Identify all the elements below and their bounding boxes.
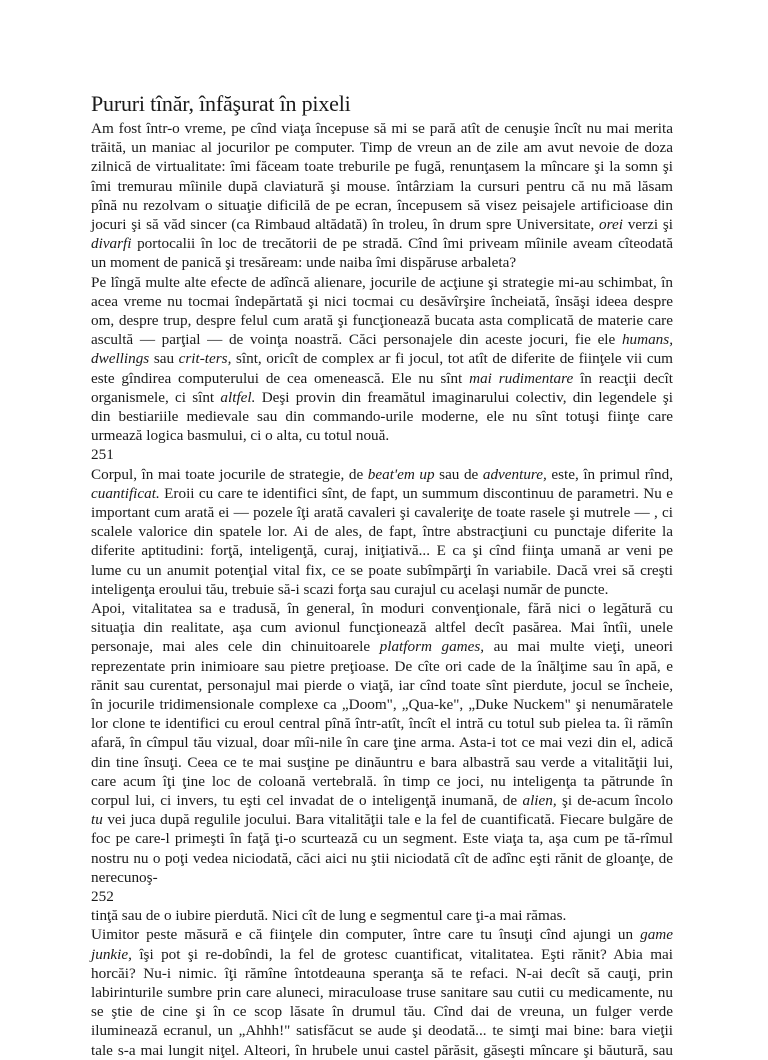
text-line: [91, 484, 673, 503]
text-line: [91, 177, 673, 196]
italic-term: junkie,: [91, 945, 132, 963]
text-run: iluminează ecranul, un „Ahhh!" satisfăcut se aude şi deodată... te simţi mai bine: bara vieţii: [91, 1022, 673, 1040]
text-run: este gîndirea computerului de cea omenească. Ele nu sînt: [91, 369, 470, 387]
text-run: diferite aptitudini: forţă, inteligenţă, curaj, iniţiativă... E ca şi cînd fiinţa umană ar veni pe: [91, 542, 673, 560]
text-line: [91, 657, 673, 676]
text-run: care acum îţi ţine loc de coloană vertebrală. în timp ce joci, nu inteligenţa ta pătrunde în: [91, 772, 673, 790]
text-line: [91, 234, 673, 253]
text-run: nerecunoş-: [91, 868, 158, 886]
text-line: [91, 906, 566, 925]
text-line: [91, 964, 673, 983]
italic-term: cuantificat.: [91, 484, 160, 502]
text-line: [91, 868, 158, 887]
italic-term: dwellings: [91, 350, 150, 368]
text-run: din bestiariile medievale sau din commando-urile moderne, ele nu sînt totuşi fiinţe care: [91, 408, 673, 425]
text-line: [91, 253, 516, 272]
text-run: afară, în cîmpul tău vizual, doar mîi-nile în care ţine arma. Asta-i tot ce mai vezi din el, adică: [91, 734, 673, 752]
text-line: [91, 119, 673, 138]
text-run: lor clone te identifici cu eroul central pînă într-atît, încît el intră cu totul sub pielea ta. îi rămîn: [91, 715, 673, 733]
text-run: portocalii în loc de trecătorii de pe stradă. Cînd îmi priveam mîinile aveam cîteodată: [131, 235, 673, 253]
text-run: nostru nu o poţi vedea niciodată, căci aici nu ştii niciodată cît de adînc eşti rănit de gloanţe, de: [91, 849, 673, 867]
text-line: [91, 1002, 673, 1021]
text-run: tale s-a mai lungit niţel. Alteori, în hrubele unui castel părăsit, găseşti mîncare şi băutură, sau: [91, 1041, 673, 1059]
text-line: [91, 983, 673, 1002]
text-run: acea vreme nu tocmai îndepărtată şi nici tocmai cu desăvîrşire încheiată, însăşi ideea despre: [91, 292, 673, 310]
text-run: 252: [91, 888, 114, 905]
text-line: [91, 426, 389, 445]
italic-term: game: [640, 926, 673, 944]
text-line: [91, 196, 673, 215]
text-run: rănit sau curentat, personajul mai pierde o viaţă, iar cînd toate sînt pierdute, jocul se încheie,: [91, 676, 673, 694]
text-run: reprezentate prin inimioare sau pietre preţioase. De cîte ori cade de la înălţime sau în apă, e: [91, 657, 673, 675]
text-line: [91, 522, 673, 541]
text-run: personaje, mai ales cele din chinuitoarele: [91, 638, 380, 656]
text-line: [91, 676, 673, 695]
italic-term: divarfi: [91, 235, 132, 253]
text-line: [91, 138, 673, 157]
text-run: om, despre trup, despre felul cum arată şi funcţionează bucata asta complicată de materie care: [91, 312, 673, 329]
page-number: [91, 887, 114, 906]
text-run: organismele, ci sînt: [91, 388, 221, 406]
text-run: din tine însuţi. Ceea ce te mai susţine pe dinăuntru e bara albastră sau verde a vitalităţii lui,: [91, 753, 673, 771]
italic-term: beat'em up: [367, 465, 435, 483]
text-run: Uimitor peste măsură e că fiinţele din computer, între care tu însuţi cînd ajungi un: [91, 926, 641, 944]
text-run: au mai multe vieţi, uneori: [484, 638, 673, 656]
text-run: vei juca după regulile jocului. Bara vitalităţii tale e la fel de cuantificată. Fiecare bulgăre de: [102, 811, 673, 829]
text-run: sînt, oricît de complex ar fi jocul, tot atît de diferite de fiinţele vii cum: [231, 350, 673, 368]
text-line: [91, 330, 673, 349]
text-line: [91, 829, 673, 848]
italic-term: humans,: [621, 331, 673, 349]
text-run: Apoi, vitalitatea sa e tradusă, în general, în moduri convenţionale, fără nici o legătură cu: [91, 600, 673, 617]
italic-term: orei: [599, 216, 623, 233]
text-run: Deşi provin din freamătul imaginarului colectiv, din legendele şi: [255, 388, 673, 406]
text-run: un moment de panică şi tresăream: unde naiba îmi dispăruse arbaleta?: [91, 254, 517, 272]
text-run: lume cu un anumit potenţial vital fix, ce se poate subîmpărţi în variabile. Dacă vrei să creşti: [91, 561, 673, 579]
text-line: [91, 503, 673, 522]
text-line: [91, 637, 673, 656]
text-run: verzi şi: [622, 216, 673, 233]
text-line: [91, 349, 673, 368]
text-run: zilnică de virtualitate: îmi făceam toate treburile pe fugă, renunţasem la mîncare şi la somn şi: [91, 158, 673, 176]
text-line: [91, 945, 673, 964]
text-line: [91, 733, 673, 752]
text-line: [91, 925, 673, 944]
italic-term: adventure,: [482, 465, 547, 483]
text-line: [91, 695, 673, 714]
italic-term: crit-ters,: [178, 350, 232, 368]
text-run: 251: [91, 446, 114, 464]
text-line: [91, 714, 673, 733]
italic-term: tu: [91, 811, 103, 829]
text-line: [91, 580, 608, 599]
chapter-title: Pururi tînăr, înfăşurat în pixeli: [91, 91, 351, 116]
text-run: pînă nu rezolvam o situaţie dificilă de pe ecran, începusem să visez peisajele artificioase din: [91, 196, 673, 214]
text-line: [91, 292, 673, 311]
italic-term: altfel.: [220, 388, 256, 406]
text-line: [91, 772, 673, 791]
text-run: Pe lîngă multe alte efecte de adîncă alienare, jocurile de acţiune şi strategie mi-au schimbat, în: [91, 273, 673, 291]
text-run: situaţia din realitate, aşa cum avionul funcţionează altfel decît pasărea. Mai întîi, unele: [91, 619, 673, 637]
text-run: inteligenţa eroului tău, trebuie să-i scazi forţa sau curajul cu acelaşi număr de puncte.: [91, 580, 609, 598]
text-run: sau: [149, 350, 179, 368]
text-run: tinţă sau de o iubire pierdută. Nici cît de lung e segmentul care ţi-a mai rămas.: [91, 907, 567, 925]
text-run: scalele valorice din spatele lor. Ai de ales, de fapt, între abstracţiuni cu punctaje diferite la: [91, 523, 673, 541]
text-run: în reacţii decît: [573, 369, 673, 387]
text-run: labirinturile sumbre prin care aluneci, miraculoase truse sanitare sau cutii cu medicamente, nu: [91, 984, 673, 1001]
text-line: [91, 561, 673, 580]
text-line: [91, 753, 673, 772]
text-line: [91, 1041, 673, 1060]
text-line: [91, 618, 673, 637]
text-run: corpul lui, ci invers, tu eşti cel invadat de o inteligenţă inumană, de: [91, 792, 523, 809]
text-run: important cum arată ei — pozele îţi arată cavaleri şi cavaleriţe de toate rasele şi mutrele — , ci: [91, 504, 673, 521]
text-line: [91, 849, 673, 868]
text-run: Eroii cu care te identifici sînt, de fapt, un summum discontinuu de parametri. Nu e: [159, 484, 673, 502]
text-line: [91, 273, 673, 292]
text-run: în jocurile tridimensionale complexe ca „Doom", „Qua-ke", „Duke Nuckem" şi nenumăratele: [91, 696, 673, 713]
text-line: [91, 791, 673, 810]
page-number: [91, 445, 114, 464]
text-line: [91, 810, 673, 829]
text-run: Corpul, în mai toate jocurile de strategie, de: [91, 465, 368, 483]
text-line: [91, 407, 673, 426]
text-run: urmează logica basmului, ci o alta, cu totul nouă.: [91, 427, 390, 445]
text-line: [91, 541, 673, 560]
italic-term: platform games,: [379, 638, 485, 656]
text-line: [91, 1021, 673, 1040]
text-line: [91, 369, 673, 388]
text-run: este, în primul rînd,: [546, 465, 673, 483]
text-run: Am fost într-o vreme, pe cînd viaţa începuse să mi se pară atît de cenuşie încît nu mai merita: [91, 120, 673, 137]
text-run: se ştie de cine şi în ce scop lăsate în drumul tău. Cînd dai de vreuna, un fulger verde: [91, 1003, 673, 1021]
text-line: [91, 599, 673, 618]
text-line: [91, 157, 673, 176]
text-line: [91, 311, 673, 330]
text-run: foc pe care-l primeşti în faţă ţi-o scurtează cu un segment. Este viaţa ta, aşa cum pe tă-rîmul: [91, 830, 673, 848]
text-line: [91, 388, 673, 407]
text-run: ascultă — parţial — de voinţa noastră. Căci personajele din aceste jocuri, fie ele: [91, 331, 622, 349]
text-run: şi de-acum încolo: [556, 792, 673, 809]
text-line: [91, 215, 673, 234]
italic-term: alien,: [522, 792, 557, 809]
text-run: sau de: [434, 465, 483, 483]
text-run: trăită, un maniac al jocurilor pe computer. Timp de vreun an de zile am avut nevoie de doza: [91, 139, 673, 157]
text-run: îmi tremurau mîinile după claviatură şi mouse. întârziam la cursuri pentru că nu mă lăsam: [91, 177, 673, 195]
italic-term: mai rudimentare: [469, 369, 574, 387]
text-run: horcăi? Nu-i nimic. îţi rămîne întotdeauna speranţa să te refaci. N-ai decît să cauţi, prin: [91, 964, 673, 982]
text-line: [91, 465, 673, 484]
text-run: îşi pot şi re-dobîndi, la fel de grotesc cuantificat, vitalitatea. Eşti rănit? Abia mai: [131, 945, 673, 963]
text-run: jocuri şi să văd sincer (ca Rimbaud altădată) în troleu, în drum spre Universitate,: [91, 216, 600, 233]
